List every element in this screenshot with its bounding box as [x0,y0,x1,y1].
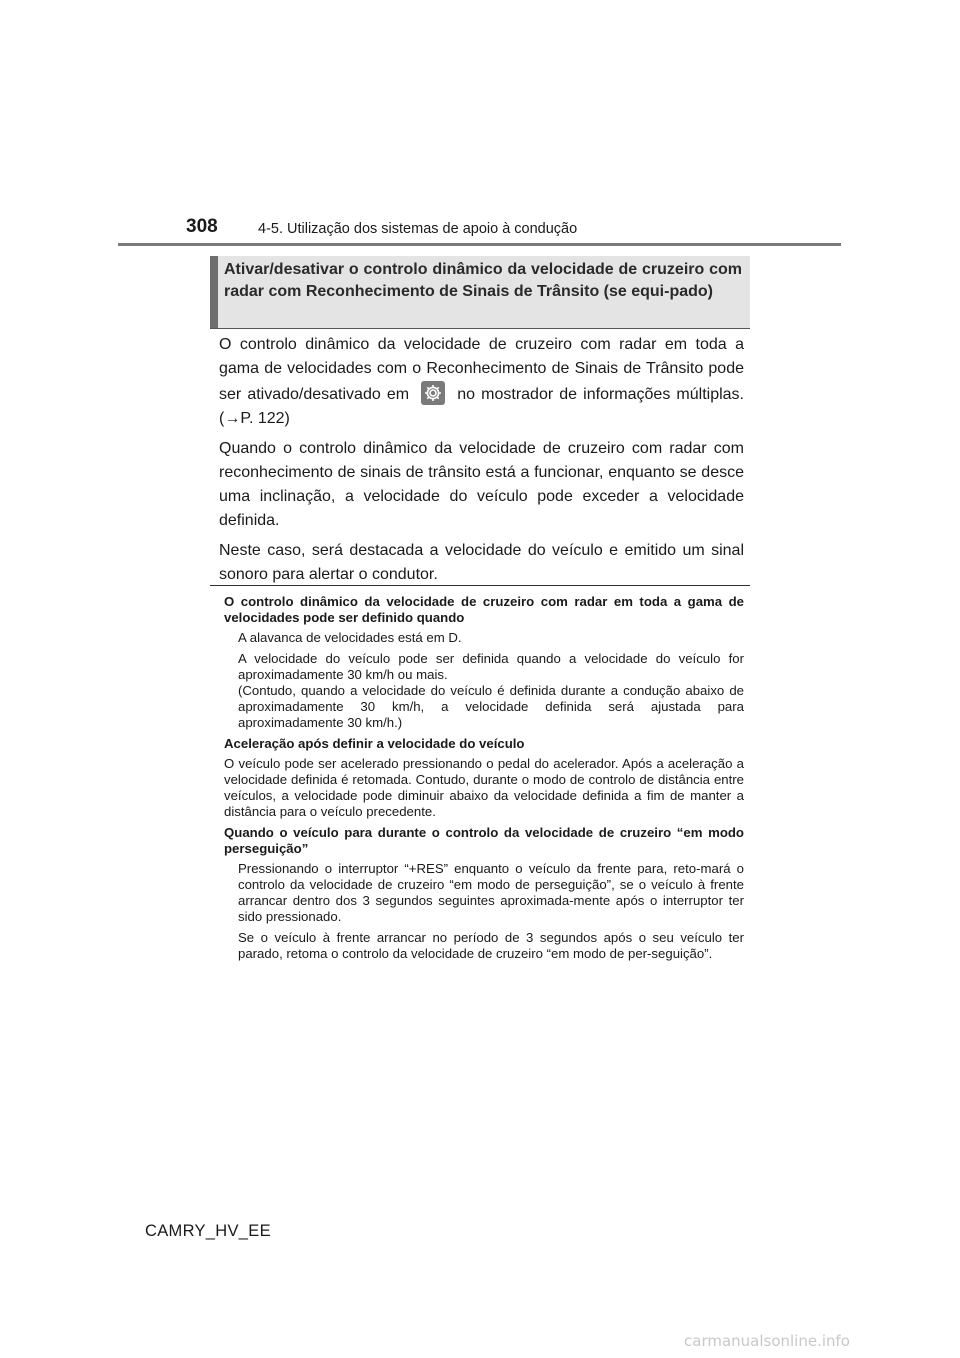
body-paragraph-1-end: no mostrador de informações múltiplas. (→P. 122) [219,386,744,427]
note-3-item-2: Se o veículo à frente arrancar no período de 3 segundos após o seu veículo ter parado, retoma o controlo da velocidade de cruzeiro “em modo de per-seguição”. [238,930,744,961]
topic-heading-box [210,256,750,329]
body-paragraph-2: Quando o controlo dinâmico da velocidade de cruzeiro com radar com reconhecimento de sinais de trânsito está a funcionar, enquanto se desce uma inclinação, a velocidade do veículo pode exceder a velocidade definida. [219,440,744,529]
body-paragraph-1-start: O controlo dinâmico da velocidade de cruzeiro com radar em toda a gama de velocidades com o Reconhecimento de Sinais de Trânsito pode ser ativado/desativado em [219,336,744,403]
note-2-title: Aceleração após definir a velocidade do veículo [224,736,525,751]
footer-model-code: CAMRY_HV_EE [145,1222,271,1240]
note-1-item-3: (Contudo, quando a velocidade do veículo é definida durante a condução abaixo de aproximadamente 30 km/h, a velocidade definida será ajustada para aproximadamente 30 km/h.) [238,683,744,730]
note-1-title: O controlo dinâmico da velocidade de cruzeiro com radar em toda a gama de velocidades pode ser definido quando [224,594,744,625]
notes-divider [210,585,750,586]
site-watermark: carmanualsonline.info [684,1332,850,1350]
note-1-item-2: A velocidade do veículo pode ser definida quando a velocidade do veículo for aproximadamente 30 km/h ou mais. [238,651,744,682]
body-paragraph-3: Neste caso, será destacada a velocidade do veículo e emitido um sinal sonoro para alertar o condutor. [219,542,744,583]
note-2-text: O veículo pode ser acelerado pressionando o pedal do acelerador. Após a aceleração a velocidade definida é retomada. Contudo, durante o modo de controlo de distância entre veículos, a velocidade pode diminuir abaixo da velocidade definida a fim de manter a distância para o veículo precedente. [224,756,744,819]
main-body [219,333,744,593]
section-title: 4-5. Utilização dos sistemas de apoio à condução [258,221,578,237]
note-3-item-1: Pressionando o interruptor “+RES” enquanto o veículo da frente para, reto-mará o controlo da velocidade de cruzeiro “em modo de perseguição”, se o veículo à frente arrancar dentro dos 3 segundos seguintes aproximada-mente após o interruptor ter sido pressionado. [238,861,744,924]
notes-section [224,594,744,967]
body-paragraph-1 [219,333,744,431]
page-number: 308 [186,216,218,237]
note-3-title: Quando o veículo para durante o controlo da velocidade de cruzeiro “em modo perseguição” [224,825,744,856]
note-1-item-1: A alavanca de velocidades está em D. [238,630,462,645]
topic-heading: Ativar/desativar o controlo dinâmico da velocidade de cruzeiro com radar com Reconhecimento de Sinais de Trânsito (se equi-pado) [224,261,742,300]
header-rule [118,243,841,246]
settings-gear-icon [421,381,445,405]
heading-accent-bar [210,256,218,328]
